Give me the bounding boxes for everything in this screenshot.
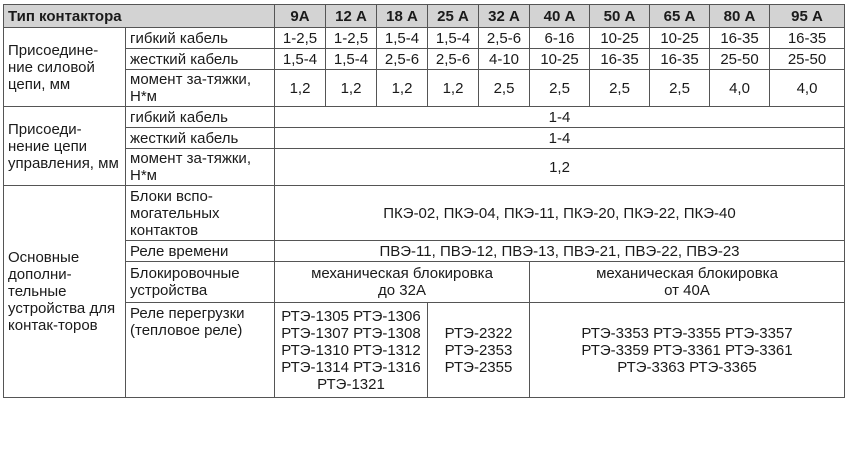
- table-cell: 1,2: [326, 70, 377, 107]
- rating-header: 25 А: [428, 5, 479, 28]
- table-cell: 4,0: [710, 70, 770, 107]
- row-label: жесткий кабель: [126, 49, 275, 70]
- table-cell: ПВЭ-11, ПВЭ-12, ПВЭ-13, ПВЭ-21, ПВЭ-22, ПВЭ-23: [275, 241, 845, 262]
- table-cell: 1,5-4: [428, 28, 479, 49]
- table-cell: 2,5-6: [428, 49, 479, 70]
- relay-line: РТЭ-1321: [317, 375, 385, 393]
- table-cell: [530, 262, 845, 303]
- timer-row: [4, 241, 845, 262]
- table-cell: 6-16: [530, 28, 590, 49]
- table-cell: 16-35: [770, 28, 845, 49]
- table-cell: 25-50: [770, 49, 845, 70]
- table-cell: ПКЭ-02, ПКЭ-04, ПКЭ-11, ПКЭ-20, ПКЭ-22, ПКЭ-40: [275, 186, 845, 241]
- relay-line: РТЭ-1305 РТЭ-1306: [281, 307, 421, 325]
- relay-line: РТЭ-2355: [444, 358, 513, 376]
- table-cell: 16-35: [590, 49, 650, 70]
- control-torque-row: [4, 149, 845, 186]
- table-cell: 1,2: [377, 70, 428, 107]
- rating-header: 95 А: [770, 5, 845, 28]
- interlock-row: [4, 262, 845, 303]
- row-label: Блокировочные устройства: [126, 262, 275, 303]
- rating-header: 40 А: [530, 5, 590, 28]
- table-cell: 2,5: [650, 70, 710, 107]
- relay-line: РТЭ-1307 РТЭ-1308: [281, 324, 421, 342]
- interlock-left-line1: механическая блокировка: [311, 265, 493, 282]
- control-flexible-row: [4, 107, 845, 128]
- table-cell: 1,2: [275, 149, 845, 186]
- table-cell: 1,2: [275, 70, 326, 107]
- power-flexible-row: [4, 28, 845, 49]
- row-label: гибкий кабель: [126, 28, 275, 49]
- interlock-right-line1: механическая блокировка: [596, 265, 778, 282]
- relay-line: РТЭ-3353 РТЭ-3355 РТЭ-3357: [581, 324, 793, 342]
- table-cell: 1,5-4: [377, 28, 428, 49]
- rating-header: 50 А: [590, 5, 650, 28]
- power-torque-row: [4, 70, 845, 107]
- row-label: гибкий кабель: [126, 107, 275, 128]
- relay-line: РТЭ-2353: [444, 341, 513, 359]
- header-title: Тип контактора: [4, 5, 275, 28]
- table-cell: 1,5-4: [326, 49, 377, 70]
- row-label: момент за-тяжки, Н*м: [126, 149, 275, 186]
- table-cell: 1-2,5: [326, 28, 377, 49]
- row-label: жесткий кабель: [126, 128, 275, 149]
- table-cell: 1-2,5: [275, 28, 326, 49]
- table-cell: 2,5: [590, 70, 650, 107]
- table-cell: 4,0: [770, 70, 845, 107]
- table-cell: [275, 262, 530, 303]
- relay-line: РТЭ-1314 РТЭ-1316: [281, 358, 421, 376]
- table-cell: 1-4: [275, 107, 845, 128]
- row-label: момент за-тяжки, Н*м: [126, 70, 275, 107]
- row-label: Реле времени: [126, 241, 275, 262]
- table-cell: 2,5: [530, 70, 590, 107]
- table-cell: 1,5-4: [275, 49, 326, 70]
- contactor-spec-table: [3, 4, 845, 398]
- rating-header: 18 А: [377, 5, 428, 28]
- rating-header: 65 А: [650, 5, 710, 28]
- rating-header: 80 А: [710, 5, 770, 28]
- rating-header: 9А: [275, 5, 326, 28]
- row-label: Реле перегрузки (тепловое реле): [126, 303, 275, 398]
- table-cell: 2,5-6: [479, 28, 530, 49]
- accessories-group-label: Основные дополни-тельные устройства для контак-торов: [4, 186, 126, 398]
- relay-line: РТЭ-1310 РТЭ-1312: [281, 341, 421, 359]
- table-cell: 1-4: [275, 128, 845, 149]
- power-group-label: Присоедине-ние силовой цепи, мм: [4, 28, 126, 107]
- overload-row: [4, 303, 845, 398]
- row-label: Блоки вспо-могательных контактов: [126, 186, 275, 241]
- power-rigid-row: [4, 49, 845, 70]
- table-cell: 10-25: [530, 49, 590, 70]
- header-row: [4, 5, 845, 28]
- table-cell: 2,5-6: [377, 49, 428, 70]
- control-rigid-row: [4, 128, 845, 149]
- relay-line: РТЭ-3359 РТЭ-3361 РТЭ-3361: [581, 341, 793, 359]
- table-cell: 4-10: [479, 49, 530, 70]
- relay-line: РТЭ-3363 РТЭ-3365: [617, 358, 757, 376]
- table-cell: 10-25: [590, 28, 650, 49]
- table-cell: [428, 303, 530, 398]
- table-cell: 1,2: [428, 70, 479, 107]
- table-cell: 25-50: [710, 49, 770, 70]
- control-group-label: Присоеди-нение цепи управления, мм: [4, 107, 126, 186]
- aux-blocks-row: [4, 186, 845, 241]
- table-cell: 10-25: [650, 28, 710, 49]
- interlock-left-line2: до 32А: [378, 282, 426, 299]
- table-cell: [530, 303, 845, 398]
- rating-header: 32 А: [479, 5, 530, 28]
- rating-header: 12 А: [326, 5, 377, 28]
- table-cell: 2,5: [479, 70, 530, 107]
- table-cell: 16-35: [650, 49, 710, 70]
- table-cell: 16-35: [710, 28, 770, 49]
- relay-line: РТЭ-2322: [444, 324, 513, 342]
- table-cell: [275, 303, 428, 398]
- interlock-right-line2: от 40А: [664, 282, 710, 299]
